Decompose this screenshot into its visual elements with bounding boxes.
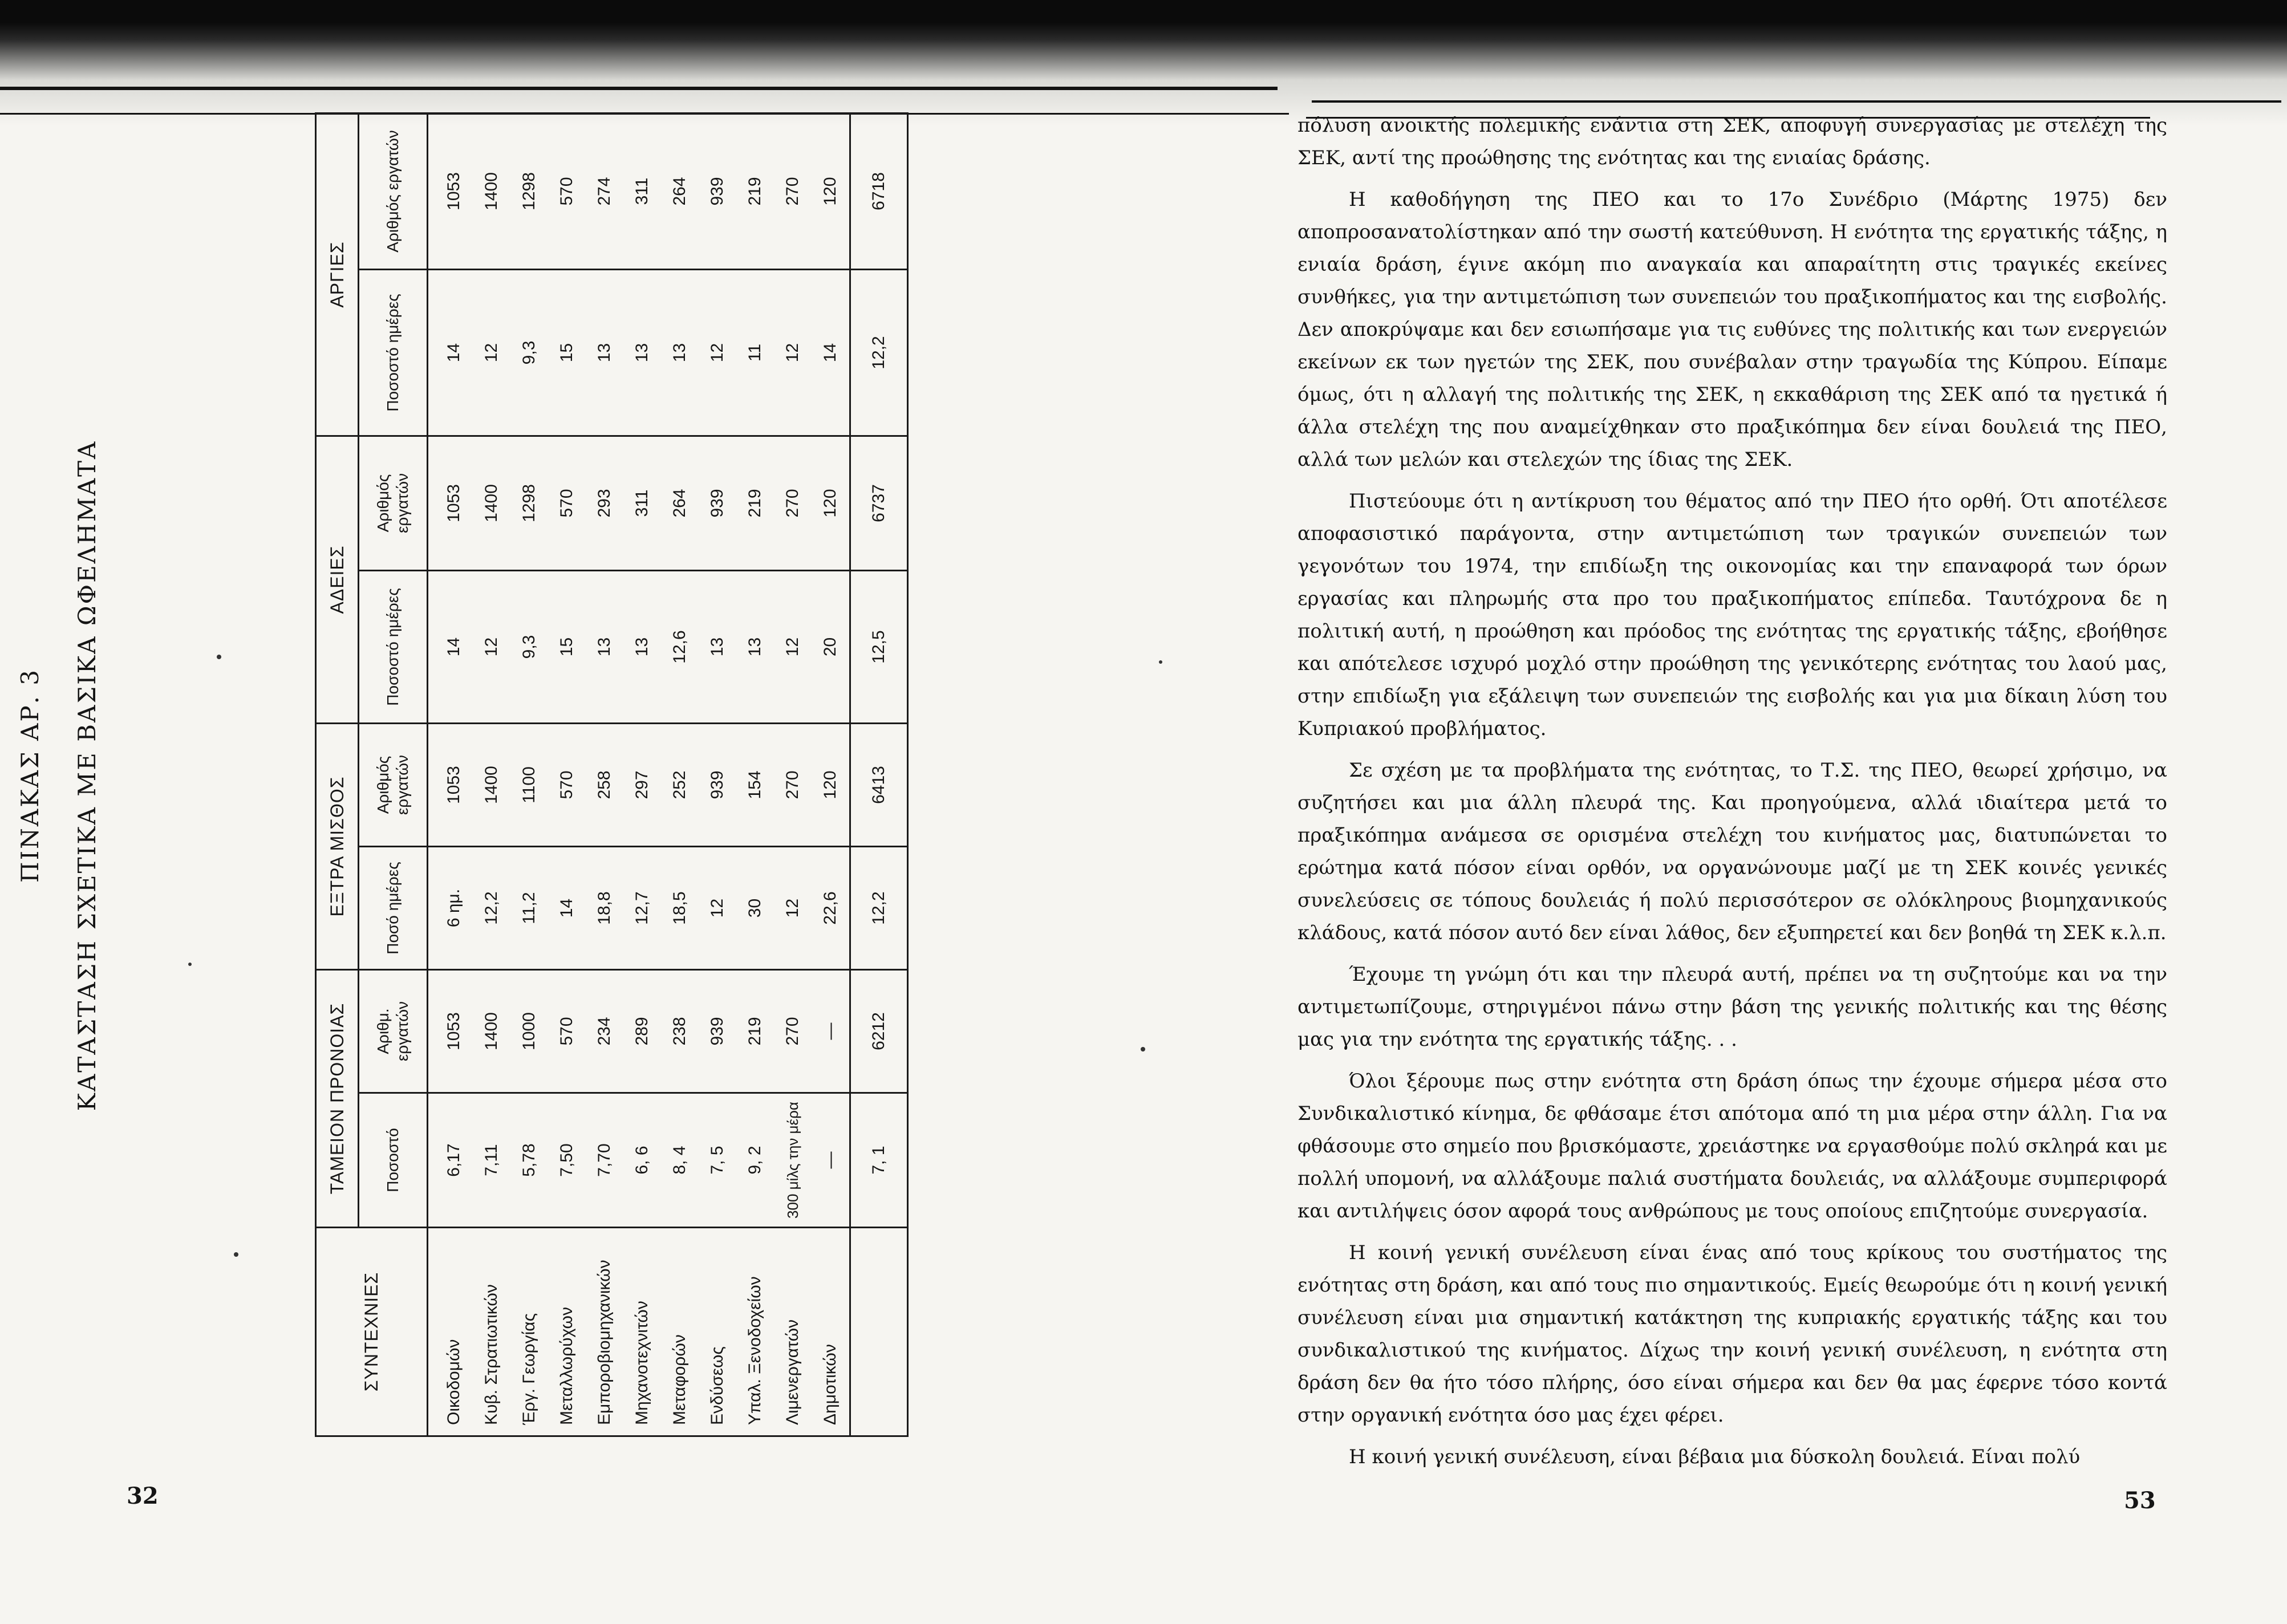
cell: 14 xyxy=(428,269,473,436)
paragraph: Πιστεύουμε ότι η αντίκρυση του θέματος από την ΠΕΟ ήτο ορθή. Ότι αποτέλεσε αποφασιστικό παράγοντα, στην αντιμετώπιση των τραγικών συνεπειών των γεγονότων του 1974, την επιδίωξη της οικονομίας και την επαναφορά των όρων εργασίας και πληρωμής στα προ του πραξικοπήματος επίπεδα. Ταυτόχρονα δε η πολιτική αυτή, η προώθηση και πρόοδος της ενότητας της εργατικής τάξης, εβοήθησε και απότελεσε ισχυρό μοχλό στην προώθηση της γενικότερης ενότητας του λαού μας, στην επιδίωξη για εξάλειψη των συνεπειών της εισβολής και για μια δίκαιη λύση του Κυπριακού προβλήματος. xyxy=(1297,490,2167,740)
cell: 270 xyxy=(774,970,812,1093)
table-row xyxy=(699,113,736,1436)
page-number-left: 32 xyxy=(127,1483,159,1509)
paragraph: Όλοι ξέρουμε πως στην ενότητα στη δράση όπως την έχουμε σήμερα μέσα στο Συνδικαλιστικό κίνημα, δε φθάσαμε έτσι απότομα από τη μια μέρα στην άλλη. Για να φθάσουμε στο σημείο που βρισκόμαστε, χρειάστηκε να εργασθούμε πολύ σκληρά και με πολλή υπομονή, να αλλάξουμε παλιά συστήματα δουλειάς, να αλλάξουμε συμπεριφορά και αντιλήψεις όσον αφορά τους ανθρώπους με τους οποίους επιζητούμε συνεργασία. xyxy=(1297,1070,2167,1223)
cell: 1053 xyxy=(428,436,473,570)
cell: 570 xyxy=(548,436,586,570)
sector-cell: Ενδύσεως xyxy=(699,1228,736,1436)
cell: 1298 xyxy=(510,436,548,570)
cell: 7,11 xyxy=(473,1093,510,1228)
cell: — xyxy=(812,1093,850,1228)
cell: 219 xyxy=(736,436,774,570)
table-row xyxy=(812,113,850,1436)
total-cell: 6212 xyxy=(850,970,908,1093)
cell: 297 xyxy=(623,723,661,846)
cell: 15 xyxy=(548,570,586,723)
cell: 939 xyxy=(699,436,736,570)
cell: 293 xyxy=(586,436,623,570)
sector-cell: Μεταλλωρύχων xyxy=(548,1228,586,1436)
cell: 939 xyxy=(699,113,736,269)
cell: 264 xyxy=(661,436,699,570)
cell: 270 xyxy=(774,113,812,269)
sector-cell xyxy=(850,1228,908,1436)
cell: 154 xyxy=(736,723,774,846)
sector-cell: Δημοτικών xyxy=(812,1228,850,1436)
total-cell: 6718 xyxy=(850,113,908,269)
total-cell: 6737 xyxy=(850,436,908,570)
cell: 12 xyxy=(774,570,812,723)
cell: 270 xyxy=(774,723,812,846)
sector-cell: Έργ. Γεωργίας xyxy=(510,1228,548,1436)
column-header: Αριθμός εργατών xyxy=(359,113,428,269)
scan-streak xyxy=(0,87,1278,90)
cell: 1400 xyxy=(473,436,510,570)
group-header: ΑΡΓΙΕΣ xyxy=(316,113,359,436)
sector-cell: Υπαλ. Ξενοδοχείων xyxy=(736,1228,774,1436)
column-header: Αριθμός εργατών xyxy=(359,436,428,570)
table-row xyxy=(428,113,473,1436)
cell: 12,2 xyxy=(473,847,510,970)
cell: 18,5 xyxy=(661,847,699,970)
cell: 9, 2 xyxy=(736,1093,774,1228)
total-cell: 12,2 xyxy=(850,847,908,970)
cell: 18,8 xyxy=(586,847,623,970)
cell: 7, 5 xyxy=(699,1093,736,1228)
scan-speck xyxy=(234,1252,238,1257)
cell: 15 xyxy=(548,269,586,436)
cell: 12 xyxy=(473,269,510,436)
cell: 264 xyxy=(661,113,699,269)
right-page-text xyxy=(1297,109,2167,1473)
group-header: ΤΑΜΕΙΟΝ ΠΡΟΝΟΙΑΣ xyxy=(316,970,359,1228)
cell: 120 xyxy=(812,723,850,846)
table-row xyxy=(774,113,812,1436)
cell: 13 xyxy=(623,269,661,436)
cell: 9,3 xyxy=(510,570,548,723)
scan-speck xyxy=(188,963,192,966)
cell: 13 xyxy=(623,570,661,723)
cell: 1053 xyxy=(428,723,473,846)
cell: 12 xyxy=(774,269,812,436)
group-header: ΑΔΕΙΕΣ xyxy=(316,436,359,723)
cell: 14 xyxy=(548,847,586,970)
cell: 14 xyxy=(812,269,850,436)
column-header: Αριθμ. εργατών xyxy=(359,970,428,1093)
paragraph: Η κοινή γενική συνέλευση, είναι βέβαια μια δύσκολη δουλειά. Είναι πολύ xyxy=(1349,1446,2081,1468)
cell: 570 xyxy=(548,970,586,1093)
cell: 1053 xyxy=(428,970,473,1093)
table-title: ΠΙΝΑΚΑΣ ΑΡ. 3 xyxy=(16,668,44,883)
cell: 300 μίλς την μέρα xyxy=(774,1093,812,1228)
column-header: Ποσοστό xyxy=(359,1093,428,1228)
column-header: Ποσοστό ημέρες xyxy=(359,269,428,436)
cell: 1400 xyxy=(473,970,510,1093)
table-row xyxy=(586,113,623,1436)
paragraph: Έχουμε τη γνώμη ότι και την πλευρά αυτή, πρέπει να τη συζητούμε και να την αντιμετωπίζουμε, στηριγμένοι πάνω στην βάση της γενικής πολιτικής και της θέσης μας για την ενότητα της εργατικής τάξης. . . xyxy=(1297,963,2167,1051)
sector-cell: Λιμενεργατών xyxy=(774,1228,812,1436)
cell: 6,17 xyxy=(428,1093,473,1228)
cell: 1100 xyxy=(510,723,548,846)
cell: 270 xyxy=(774,436,812,570)
cell: 238 xyxy=(661,970,699,1093)
total-cell: 6413 xyxy=(850,723,908,846)
table-row xyxy=(510,113,548,1436)
cell: 5,78 xyxy=(510,1093,548,1228)
sector-cell: Εμποροβιομηχανικών xyxy=(586,1228,623,1436)
cell: 939 xyxy=(699,723,736,846)
cell: 7,50 xyxy=(548,1093,586,1228)
cell: 274 xyxy=(586,113,623,269)
cell: 12 xyxy=(473,570,510,723)
cell: 311 xyxy=(623,113,661,269)
cell: 13 xyxy=(661,269,699,436)
cell: — xyxy=(812,970,850,1093)
scan-speck xyxy=(1159,660,1162,664)
cell: 1400 xyxy=(473,723,510,846)
column-header: Αριθμός εργατών xyxy=(359,723,428,846)
cell: 13 xyxy=(699,570,736,723)
sector-header: ΣΥΝΤΕΧΝΙΕΣ xyxy=(316,1228,428,1436)
paragraph: Η καθοδήγηση της ΠΕΟ και το 17ο Συνέδριο (Μάρτης 1975) δεν αποπροσανατολίστηκαν από την σωστή κατεύθυνση. Η ενότητα της εργατικής τάξης, η ενιαία δράση, έγινε ακόμη πιο αναγκαία και απαραίτητη στις τραγικές εκείνες συνθήκες, για την αντιμετώπιση των συνεπειών του πραξικοπήματος και της εισβολής. Δεν αποκρύψαμε και δεν εσιωπήσαμε για τις ευθύνες της πολιτικής και των ενεργειών εκείνων εκ των ηγετών της ΣΕΚ, που συνέβαλαν στην τραγωδία της Κύπρου. Είπαμε όμως, ότι η αλλαγή της πολιτικής της ΣΕΚ, η εκκαθάριση της ΣΕΚ από τα ηγετικά ή άλλα στελέχη της που αναμείχθηκαν στο πραξικόπημα δεν είναι δουλειά της ΠΕΟ, αλλά των μελών και στελεχών της ίδιας της ΣΕΚ. xyxy=(1297,188,2167,471)
cell: 289 xyxy=(623,970,661,1093)
scan-speck xyxy=(1141,1047,1145,1051)
cell: 570 xyxy=(548,113,586,269)
total-cell: 12,2 xyxy=(850,269,908,436)
scan-streak xyxy=(1312,100,2281,103)
cell: 1298 xyxy=(510,113,548,269)
paragraph: πόλυση ανοικτής πολεμικής ενάντια στη ΣΕΚ, αποφυγή συνεργασίας με στελέχη της ΣΕΚ, αντί της προώθησης της ενότητας και της ενιαίας δράσης. xyxy=(1297,114,2167,169)
cell: 1053 xyxy=(428,113,473,269)
total-cell: 7, 1 xyxy=(850,1093,908,1228)
total-cell: 12,5 xyxy=(850,570,908,723)
cell: 6, 6 xyxy=(623,1093,661,1228)
cell: 11,2 xyxy=(510,847,548,970)
cell: 258 xyxy=(586,723,623,846)
cell: 12 xyxy=(699,847,736,970)
totals-row xyxy=(850,113,908,1436)
cell: 30 xyxy=(736,847,774,970)
table-row xyxy=(736,113,774,1436)
cell: 9,3 xyxy=(510,269,548,436)
column-header: Ποσό ημέρες xyxy=(359,847,428,970)
scan-speck xyxy=(217,655,221,659)
sector-cell: Μεταφορών xyxy=(661,1228,699,1436)
cell: 13 xyxy=(586,570,623,723)
cell: 12 xyxy=(774,847,812,970)
cell: 219 xyxy=(736,113,774,269)
benefits-table xyxy=(315,112,909,1437)
cell: 7,70 xyxy=(586,1093,623,1228)
cell: 234 xyxy=(586,970,623,1093)
cell: 120 xyxy=(812,113,850,269)
table-row xyxy=(661,113,699,1436)
cell: 219 xyxy=(736,970,774,1093)
table-row xyxy=(623,113,661,1436)
cell: 22,6 xyxy=(812,847,850,970)
paragraph: Η κοινή γενική συνέλευση είναι ένας από τους κρίκους του συστήματος της ενότητας στη δράση, και από τους πιο σημαντικούς. Εμείς θεωρούμε ότι η κοινή γενική συνέλευση είναι μια σημαντική κατάκτηση της κυπριακής εργατικής τάξης και του συνδικαλιστικού της κινήματος. Δίχως την κοινή γενική συνέλευση, η ενότητα στη δράση δεν θα ήτο τόσο πλήρης, όσο είναι σήμερα και δεν θα μας έφερνε τόσο κοντά στην οργανική ενότητα όσο μας έχει φέρει. xyxy=(1297,1241,2167,1427)
cell: 1400 xyxy=(473,113,510,269)
cell: 12 xyxy=(699,269,736,436)
sector-cell: Μηχανοτεχνιτών xyxy=(623,1228,661,1436)
cell: 939 xyxy=(699,970,736,1093)
cell: 12,7 xyxy=(623,847,661,970)
table-row xyxy=(548,113,586,1436)
cell: 570 xyxy=(548,723,586,846)
sector-cell: Οικοδομών xyxy=(428,1228,473,1436)
paragraph: Σε σχέση με τα προβλήματα της ενότητας, το Τ.Σ. της ΠΕΟ, θεωρεί χρήσιμο, να συζητήσει και μια άλλη πλευρά της. Και προηγούμενα, αλλά ιδιαίτερα μετά το πραξικόπημα ανάμεσα σε ορισμένα στελέχη του κινήματος μας, διατυπώνεται το ερώτημα κατά πόσον είναι ορθόν, να οργανώνουμε μαζί με τη ΣΕΚ κοινές γενικές συνελεύσεις σε τόπους δουλειάς ή πολύ περισσότερον σε ολόκληρους βιομηχανικούς κλάδους, κατά πόσον αυτό δεν είναι λάθος, δεν εξυπηρετεί και δεν βοηθά τη ΣΕΚ κ.λ.π. xyxy=(1297,759,2167,944)
group-header: ΕΞΤΡΑ ΜΙΣΘΟΣ xyxy=(316,723,359,969)
cell: 13 xyxy=(586,269,623,436)
cell: 14 xyxy=(428,570,473,723)
cell: 1000 xyxy=(510,970,548,1093)
cell: 252 xyxy=(661,723,699,846)
rotated-table-block xyxy=(16,114,908,1437)
cell: 11 xyxy=(736,269,774,436)
cell: 6 ημ. xyxy=(428,847,473,970)
cell: 120 xyxy=(812,436,850,570)
page-number-right: 53 xyxy=(2124,1487,2156,1514)
cell: 12,6 xyxy=(661,570,699,723)
table-row xyxy=(473,113,510,1436)
table-subtitle: ΚΑΤΑΣΤΑΣΗ ΣΧΕΤΙΚΑ ΜΕ ΒΑΣΙΚΑ ΩΦΕΛΗΜΑΤΑ xyxy=(73,440,101,1111)
column-header: Ποσοστό ημέρες xyxy=(359,570,428,723)
cell: 311 xyxy=(623,436,661,570)
cell: 13 xyxy=(736,570,774,723)
sector-cell: Κυβ. Στρατιωτικών xyxy=(473,1228,510,1436)
cell: 8, 4 xyxy=(661,1093,699,1228)
cell: 20 xyxy=(812,570,850,723)
